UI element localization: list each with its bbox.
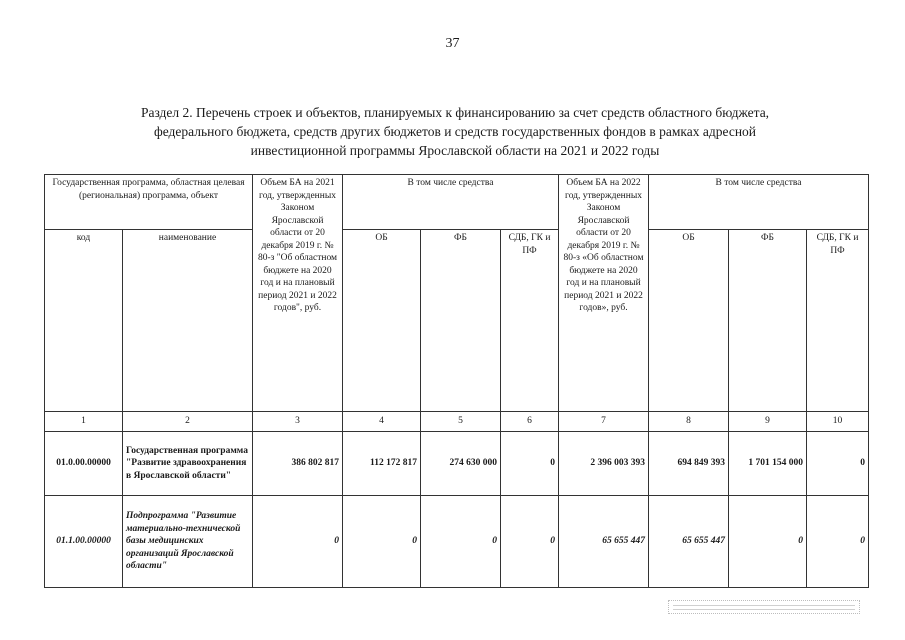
row-sdb-2022: 0 (807, 432, 869, 496)
row-fb-2021: 274 630 000 (421, 432, 501, 496)
column-number: 4 (343, 412, 421, 432)
header-including-2021: В том числе средства (343, 175, 559, 230)
investment-table (44, 174, 869, 588)
row-fb-2021: 0 (421, 496, 501, 588)
header-fb-2021: ФБ (421, 230, 501, 412)
column-number: 2 (123, 412, 253, 432)
table-row-program (45, 432, 869, 496)
header-ob-2021: ОБ (343, 230, 421, 412)
header-sdb-2021: СДБ, ГК и ПФ (501, 230, 559, 412)
row-name: Государственная программа "Развитие здравоохранения в Ярославской области" (123, 432, 253, 496)
column-number: 3 (253, 412, 343, 432)
row-ob-2022: 65 655 447 (649, 496, 729, 588)
row-ob-2021: 0 (343, 496, 421, 588)
column-number: 9 (729, 412, 807, 432)
row-ob-2022: 694 849 393 (649, 432, 729, 496)
header-program: Государственная программа, областная целевая (региональная) программа, объект (45, 175, 253, 230)
header-including-2022: В том числе средства (649, 175, 869, 230)
column-number: 1 (45, 412, 123, 432)
column-number: 10 (807, 412, 869, 432)
column-number: 6 (501, 412, 559, 432)
row-sdb-2021: 0 (501, 496, 559, 588)
title-line-3: инвестиционной программы Ярославской области на 2021 и 2022 годы (250, 143, 660, 158)
row-volume-2021: 0 (253, 496, 343, 588)
header-row-2 (45, 230, 869, 412)
page-number: 37 (445, 36, 460, 51)
row-name: Подпрограмма "Развитие материально-технической базы медицинских организаций Ярославской области" (123, 496, 253, 588)
header-row-1 (45, 175, 869, 230)
row-fb-2022: 1 701 154 000 (729, 432, 807, 496)
table-row-subprogram (45, 496, 869, 588)
footer-stamp (668, 600, 860, 614)
row-code: 01.1.00.00000 (45, 496, 123, 588)
section-title (60, 103, 850, 160)
header-sdb-2022: СДБ, ГК и ПФ (807, 230, 869, 412)
header-fb-2022: ФБ (729, 230, 807, 412)
header-name: наименование (123, 230, 253, 412)
column-number: 5 (421, 412, 501, 432)
row-code: 01.0.00.00000 (45, 432, 123, 496)
header-volume-2022: Объем БА на 2022 год, утвержденных Законом Ярославской области от 20 декабря 2019 г. № 80-з «Об областном бюджете на 2020 год и на плановый период 2021 и 2022 годов», руб. (559, 175, 649, 412)
header-ob-2022: ОБ (649, 230, 729, 412)
title-line-1: Раздел 2. Перечень строек и объектов, планируемых к финансированию за счет средств областного бюджета, (140, 105, 770, 120)
row-sdb-2022: 0 (807, 496, 869, 588)
column-number: 7 (559, 412, 649, 432)
column-number: 8 (649, 412, 729, 432)
row-sdb-2021: 0 (501, 432, 559, 496)
row-volume-2022: 2 396 003 393 (559, 432, 649, 496)
title-line-2: федерального бюджета, средств других бюджетов и средств государственных фондов в рамках адресной (153, 124, 757, 139)
row-ob-2021: 112 172 817 (343, 432, 421, 496)
row-volume-2022: 65 655 447 (559, 496, 649, 588)
row-fb-2022: 0 (729, 496, 807, 588)
row-volume-2021: 386 802 817 (253, 432, 343, 496)
column-number-row (45, 412, 869, 432)
header-code: код (45, 230, 123, 412)
header-volume-2021: Объем БА на 2021 год, утвержденных Законом Ярославской области от 20 декабря 2019 г. № 80-з "Об областном бюджете на 2020 год и на плановый период 2021 и 2022 годов", руб. (253, 175, 343, 412)
